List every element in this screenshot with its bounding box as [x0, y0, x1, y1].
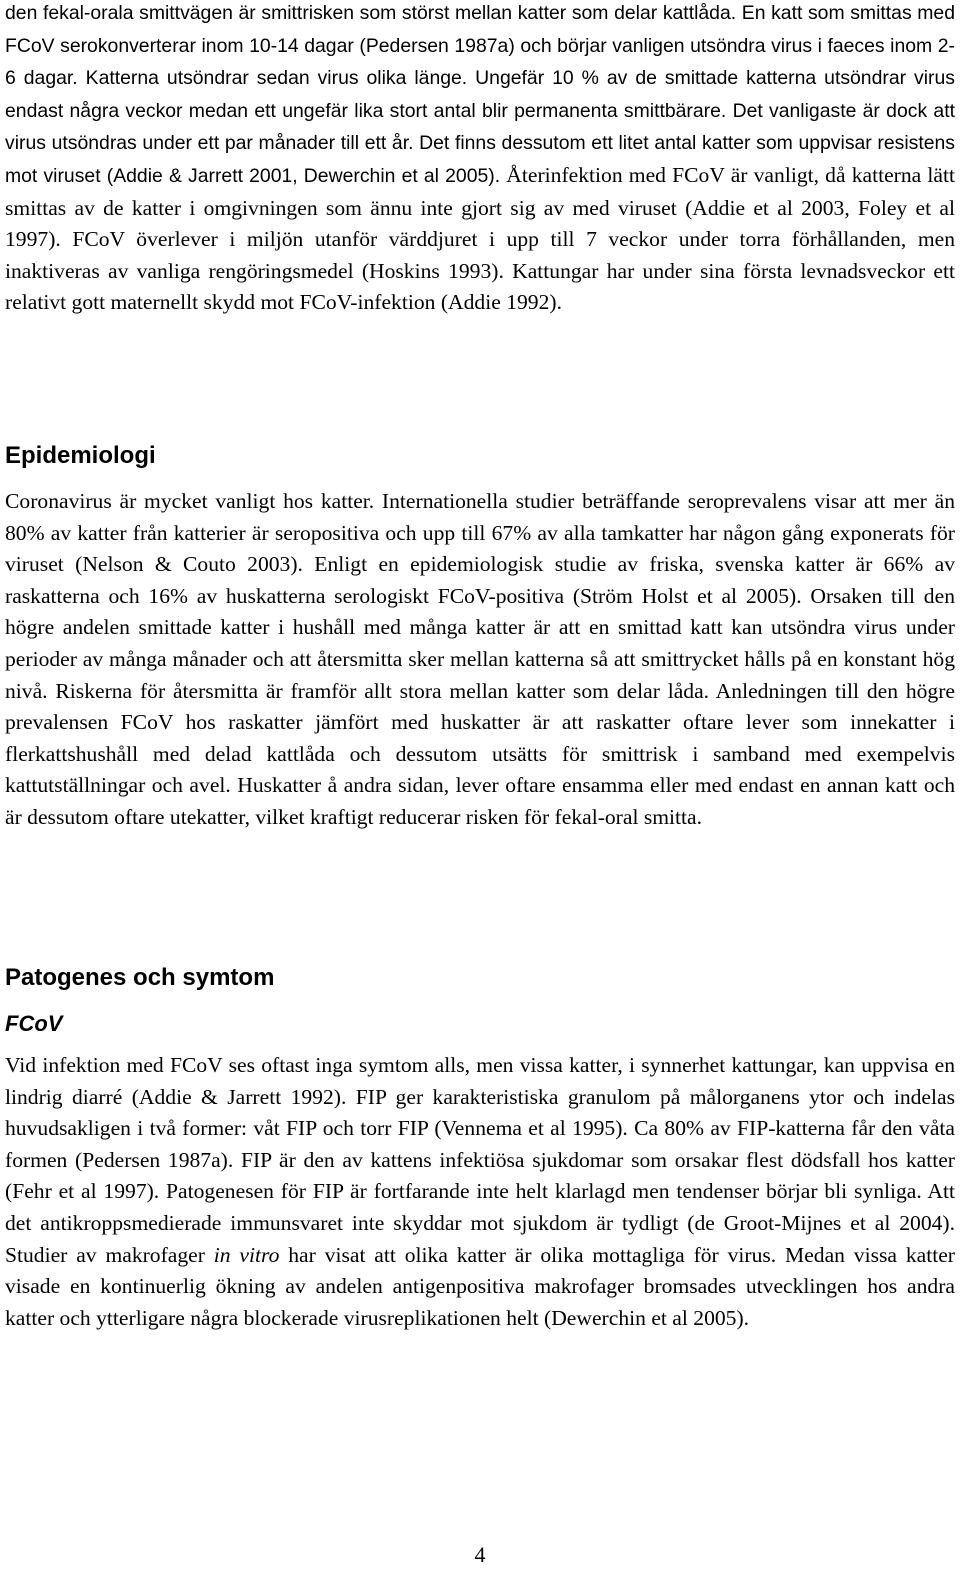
page-number: 4 [474, 1542, 486, 1567]
in-vitro-term: in vitro [213, 1242, 280, 1267]
subheading-fcov: FCoV [5, 1011, 63, 1036]
paragraph-transmission-sans-text: den fekal-orala smittvägen är smittrisken som störst mellan katter som delar kattlåda. En katt som smittas med FCoV serokonverterar inom 10-14 dagar (Pedersen 1987a) och börjar vanligen utsöndra virus i faeces inom 2-6 dagar. Katterna utsöndrar sedan virus olika länge. Ungefär 10 % av de smittade katterna utsöndrar virus endast några veckor medan ett ungefär lika stort antal blir permanenta smittbärare. Det vanligaste är dock att virus utsöndras under ett par månader till ett år. Det finns dessutom ett litet antal katter som uppvisar resistens mot viruset (Addie & Jarrett 2001, Dewerchin et al 2005). [5, 2, 955, 187]
paragraph-epidemiology: Coronavirus är mycket vanligt hos katter. Internationella studier beträffande seroprevalens visar att mer än 80% av katter från katterier är seropositiva och upp till 67% av alla tamkatter har någon gång exponerats för viruset (Nelson & Couto 2003). Enligt en epidemiologisk studie av friska, svenska katter är 66% av raskatterna och 16% av huskatterna serologiskt FCoV-positiva (Ström Holst et al 2005). Orsaken till den högre andelen smittade katter i hushåll med många katter är att en smittad katt kan utsöndra virus under perioder av många månader och att återsmitta sker mellan katterna så att smittrycket hålls på en konstant hög nivå. Riskerna för återsmitta är framför allt stora mellan katter som delar låda. Anledningen till den högre prevalensen FCoV hos raskatter jämfört med huskatter är att raskatter oftare lever som innekatter i flerkattshushåll med delad kattlåda och dessutom utsätts för smittrisk i samband med exempelvis kattutställningar och avel. Huskatter å andra sidan, lever oftare ensamma eller med endast en annan katt och är dessutom oftare utekatter, vilket kraftigt reducerar risken för fekal-oral smitta. [5, 489, 955, 829]
paragraph-pathogenesis [5, 1050, 955, 1334]
paragraph-pathogenesis-text-2: har visat att olika katter är olika mottagliga för virus. Medan vissa katter visade en kontinuerlig ökning av andelen antigenpositiva makrofager bromsades utvecklingen hos andra katter och ytterligare några blockerade virusreplikationen helt (Dewerchin et al 2005). [5, 1242, 955, 1330]
heading-epidemiologi: Epidemiologi [5, 442, 156, 469]
paragraph-transmission-serif-text: Återinfektion med FCoV är vanligt, då katterna lätt smittas av de katter i omgivningen som ännu inte gjort sig av med viruset (Addie et al 2003, Foley et al 1997). FCoV överlever i miljön utanför värddjuret i upp till 7 veckor under torra förhållanden, men inaktiveras av vanliga rengöringsmedel (Hoskins 1993). Kattungar har under sina första levnadsveckor ett relativt gott maternellt skydd mot FCoV-infektion (Addie 1992). [5, 162, 955, 315]
paragraph-transmission [5, 0, 955, 319]
heading-patogenes: Patogenes och symtom [5, 964, 275, 991]
paragraph-pathogenesis-text-1: Vid infektion med FCoV ses oftast inga symtom alls, men vissa katter, i synnerhet kattungar, kan uppvisa en lindrig diarré (Addie & Jarrett 1992). FIP ger karakteristiska granulom på målorganens ytor och indelas huvudsakligen i två former: våt FIP och torr FIP (Vennema et al 1995). Ca 80% av FIP-katterna får den våta formen (Pedersen 1987a). FIP är den av kattens infektiösa sjukdomar som orsakar flest dödsfall hos katter (Fehr et al 1997). Patogenesen för FIP är fortfarande inte helt klarlagd men tendenser börjar bli synliga. Att det antikroppsmedierade immunsvaret inte skyddar mot sjukdom är tydligt (de Groot-Mijnes et al 2004). Studier av makrofager [5, 1053, 955, 1267]
